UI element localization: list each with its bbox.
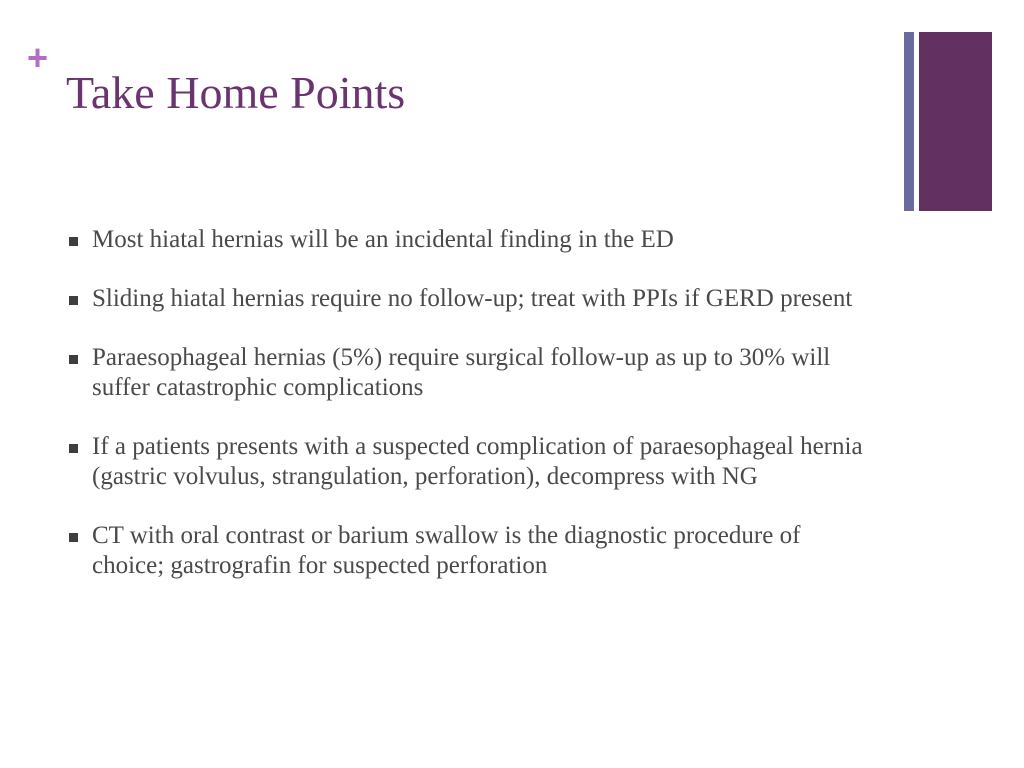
slide-title: Take Home Points <box>66 67 406 118</box>
bullet-item <box>66 225 876 255</box>
decorative-bar-thin <box>904 32 914 211</box>
bullet-item <box>66 284 876 314</box>
bullet-item <box>66 343 876 403</box>
square-bullet-icon <box>69 533 78 542</box>
bullet-list <box>66 225 876 610</box>
bullet-text: Most hiatal hernias will be an incidental finding in the ED <box>92 226 674 253</box>
bullet-text: Sliding hiatal hernias require no follow-up; treat with PPIs if GERD present <box>92 285 853 312</box>
square-bullet-icon <box>69 237 78 246</box>
square-bullet-icon <box>69 444 78 453</box>
bullet-item <box>66 432 876 492</box>
bullet-text: If a patients presents with a suspected complication of paraesophageal hernia (gastric volvulus, strangulation, perforation), decompress with NG <box>92 433 863 490</box>
square-bullet-icon <box>69 355 78 364</box>
bullet-item <box>66 521 876 581</box>
plus-icon: + <box>27 37 49 78</box>
bullet-text: CT with oral contrast or barium swallow is the diagnostic procedure of choice; gastrografin for suspected perforation <box>92 522 801 579</box>
square-bullet-icon <box>69 296 78 305</box>
bullet-text: Paraesophageal hernias (5%) require surgical follow-up as up to 30% will suffer catastrophic complications <box>92 344 831 401</box>
decorative-bar-thick <box>919 32 992 211</box>
